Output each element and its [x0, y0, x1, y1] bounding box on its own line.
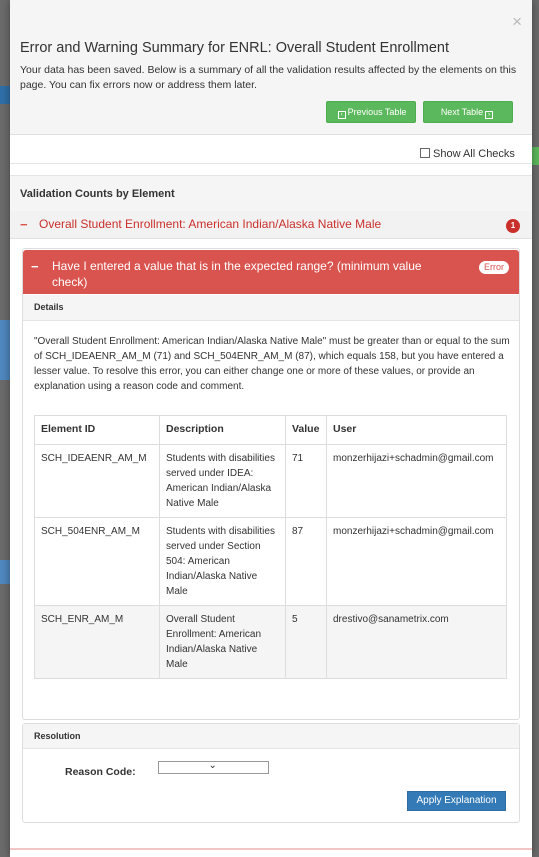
element-group-row[interactable]: [10, 211, 532, 239]
column-header-user: User: [327, 416, 507, 445]
details-label: Details: [34, 302, 64, 312]
error-badge: Error: [479, 261, 509, 274]
divider: [10, 163, 532, 164]
background-page-strip: [0, 320, 10, 380]
details-text: "Overall Student Enrollment: American Indian/Alaska Native Male" must be greater than or equal to the sum of SCH_IDEAENR_AM_M (71) and SCH_504ENR_AM_M (87), which equals 158, but you have entered a lesser value. To resolve this error, you can either change one or more of these values, or provide an explanation using a reason code and comment.: [34, 336, 510, 392]
next-table-label: Next Table: [440, 107, 484, 117]
cell-user: monzerhijazi+schadmin@gmail.com: [327, 445, 507, 518]
cell-value: 5: [286, 606, 327, 679]
resolution-label: Resolution: [34, 731, 81, 741]
apply-explanation-button[interactable]: Apply Explanation: [407, 791, 506, 811]
arrow-left-icon: ‹: [338, 111, 346, 119]
resolution-panel: [22, 723, 520, 823]
table-row: [35, 518, 507, 606]
close-icon[interactable]: ×: [512, 12, 522, 31]
background-page-strip: [0, 560, 10, 584]
background-page-strip: [532, 147, 539, 165]
cell-value: 87: [286, 518, 327, 606]
cell-description: Students with disabilities served under Section 504: American Indian/Alaska Native Male: [160, 518, 286, 606]
column-header-description: Description: [160, 416, 286, 445]
show-all-checks-toggle[interactable]: [420, 148, 515, 160]
validation-counts-header: [10, 175, 532, 213]
table-row: [35, 606, 507, 679]
check-header[interactable]: [23, 250, 519, 294]
validation-counts-title: Validation Counts by Element: [20, 188, 175, 200]
cell-value: 71: [286, 445, 327, 518]
cell-element-id: SCH_IDEAENR_AM_M: [35, 445, 160, 518]
column-header-element-id: Element ID: [35, 416, 160, 445]
cell-element-id: SCH_504ENR_AM_M: [35, 518, 160, 606]
collapse-icon[interactable]: −: [31, 259, 39, 274]
previous-table-button[interactable]: [326, 101, 416, 123]
previous-table-label: Previous Table: [347, 107, 407, 117]
resolution-header: [23, 724, 519, 749]
elements-table: [34, 415, 507, 679]
cell-user: monzerhijazi+schadmin@gmail.com: [327, 518, 507, 606]
next-section-edge: [10, 848, 532, 850]
table-row: [35, 445, 507, 518]
validation-check-panel: [22, 248, 520, 720]
show-all-checks-label: Show All Checks: [433, 148, 515, 160]
next-table-button[interactable]: [423, 101, 513, 123]
check-title: Have I entered a value that is in the expected range? (minimum value check): [52, 259, 422, 289]
modal-header: [10, 0, 532, 135]
element-group-title: Overall Student Enrollment: American Indian/Alaska Native Male: [39, 217, 382, 231]
reason-code-label: Reason Code:: [65, 766, 136, 778]
cell-description: Overall Student Enrollment: American Indian/Alaska Native Male: [160, 606, 286, 679]
error-count-badge: 1: [506, 219, 520, 233]
modal-intro-text: Your data has been saved. Below is a summary of all the validation results affected by the elements on this page. You can fix errors now or address them later.: [20, 64, 517, 91]
reason-code-select[interactable]: [158, 761, 269, 774]
cell-element-id: SCH_ENR_AM_M: [35, 606, 160, 679]
arrow-right-icon: ›: [485, 111, 493, 119]
modal-title: Error and Warning Summary for ENRL: Overall Student Enrollment: [20, 40, 449, 56]
chevron-down-icon: ⌄: [208, 760, 217, 771]
cell-user: drestivo@sanametrix.com: [327, 606, 507, 679]
column-header-value: Value: [286, 416, 327, 445]
background-page-strip: [0, 86, 10, 104]
cell-description: Students with disabilities served under IDEA: American Indian/Alaska Native Male: [160, 445, 286, 518]
collapse-icon[interactable]: −: [20, 217, 28, 232]
checkbox[interactable]: [420, 148, 430, 158]
details-header: [23, 295, 519, 321]
table-header-row: [35, 416, 507, 445]
validation-summary-modal: [10, 0, 532, 857]
